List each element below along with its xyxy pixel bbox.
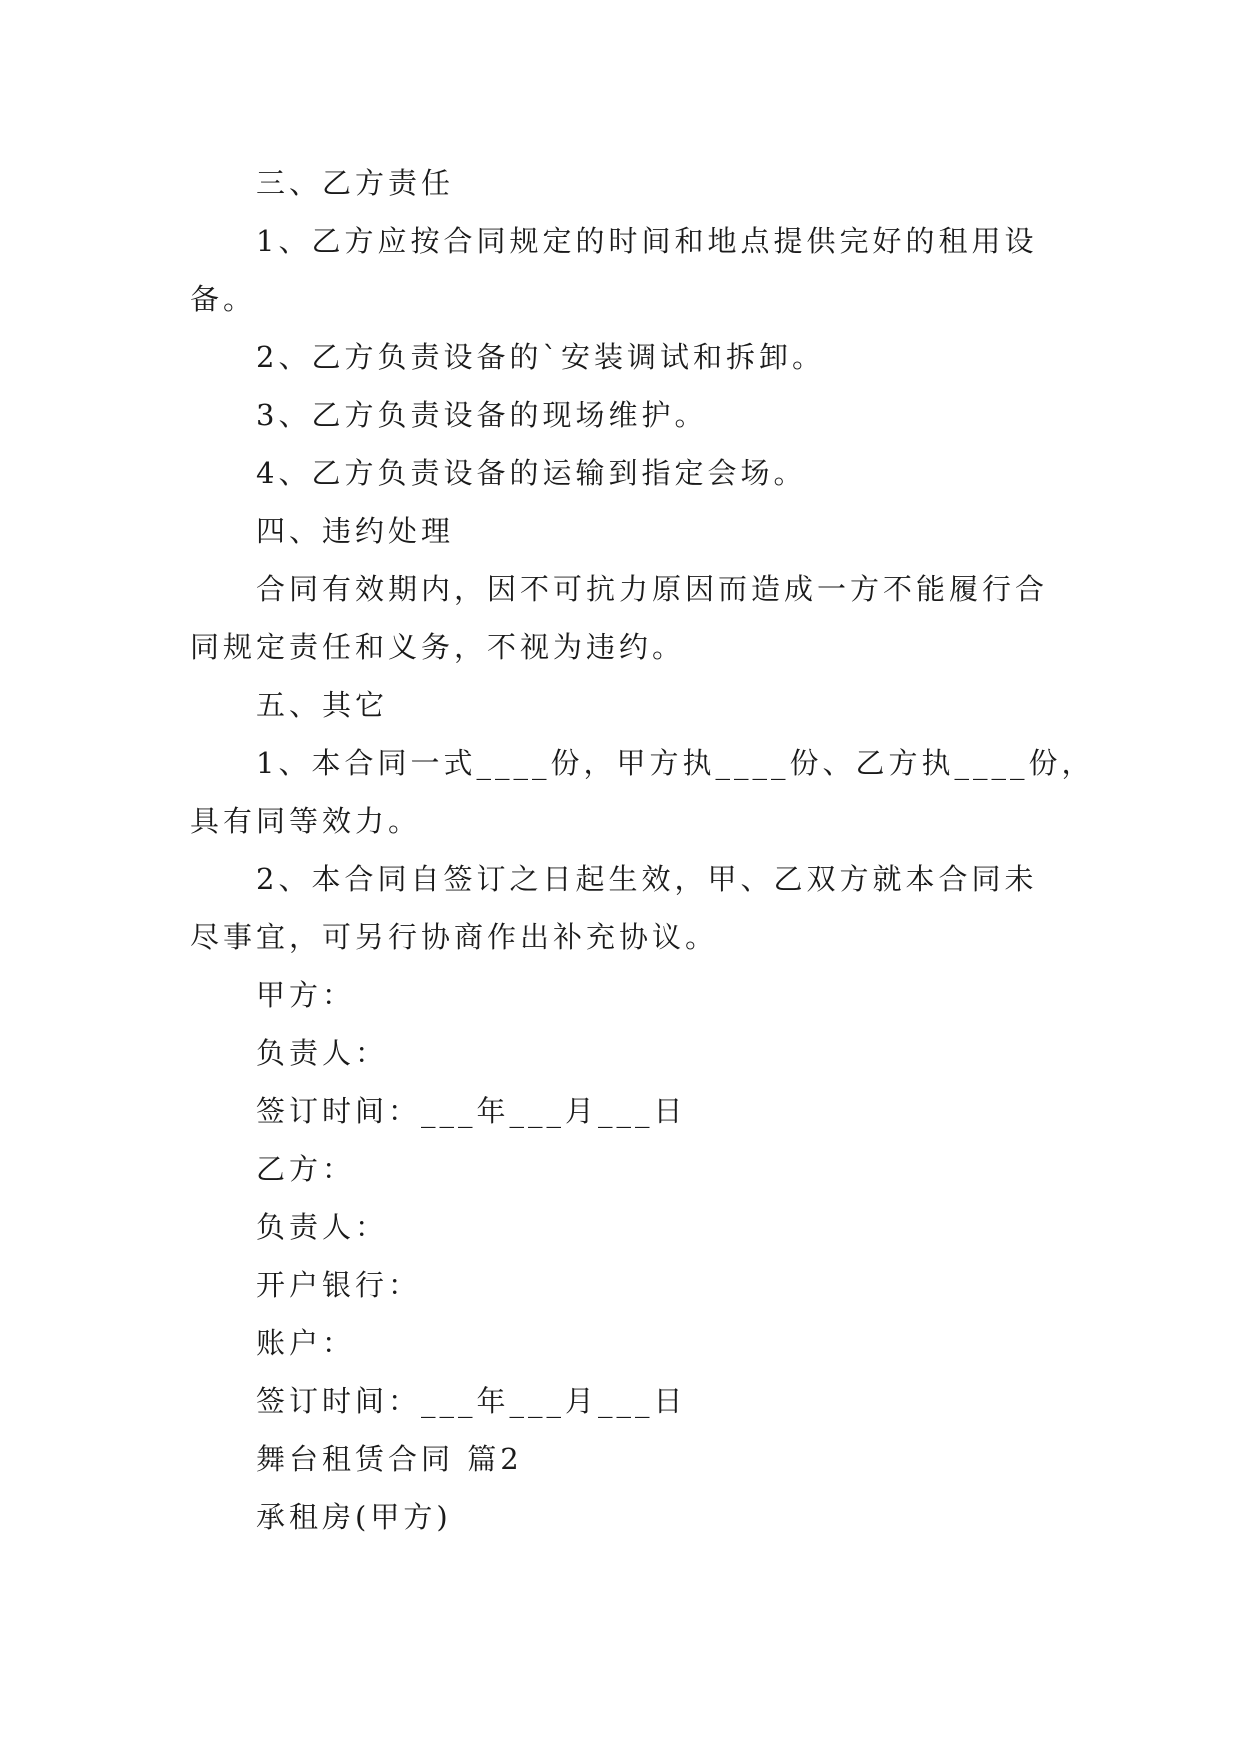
paragraph-line: 合同有效期内，因不可抗力原因而造成一方不能履行合 bbox=[256, 572, 1049, 606]
paragraph-line: 同规定责任和义务，不视为违约。 bbox=[190, 630, 686, 664]
paragraph-line: 2、乙方负责设备的`安装调试和拆卸。 bbox=[256, 340, 825, 374]
section-heading-breach: 四、违约处理 bbox=[256, 514, 455, 548]
signature-responsible-person: 负责人： bbox=[256, 1036, 389, 1070]
paragraph-line: 1、本合同一式____份，甲方执____份、乙方执____份， bbox=[256, 746, 1095, 780]
paragraph-line: 备。 bbox=[190, 282, 257, 316]
paragraph-line: 4、乙方负责设备的运输到指定会场。 bbox=[256, 456, 807, 490]
signature-account: 账户： bbox=[256, 1326, 356, 1360]
section-heading-other: 五、其它 bbox=[256, 688, 389, 722]
signature-date: 签订时间：___年___月___日 bbox=[256, 1094, 687, 1128]
lessee-party-a: 承租房(甲方) bbox=[256, 1500, 452, 1534]
paragraph-line: 具有同等效力。 bbox=[190, 804, 422, 838]
paragraph-line: 3、乙方负责设备的现场维护。 bbox=[256, 398, 708, 432]
paragraph-line: 1、乙方应按合同规定的时间和地点提供完好的租用设 bbox=[256, 224, 1038, 258]
paragraph-line: 尽事宜，可另行协商作出补充协议。 bbox=[190, 920, 719, 954]
signature-responsible-person: 负责人： bbox=[256, 1210, 389, 1244]
signature-bank: 开户银行： bbox=[256, 1268, 422, 1302]
paragraph-line: 2、本合同自签订之日起生效，甲、乙双方就本合同未 bbox=[256, 862, 1038, 896]
contract-title-part-2: 舞台租赁合同 篇2 bbox=[256, 1442, 523, 1476]
signature-party-a: 甲方： bbox=[256, 978, 356, 1012]
signature-date: 签订时间：___年___月___日 bbox=[256, 1384, 687, 1418]
signature-party-b: 乙方： bbox=[256, 1152, 356, 1186]
section-heading-party-b-duties: 三、乙方责任 bbox=[256, 166, 455, 200]
